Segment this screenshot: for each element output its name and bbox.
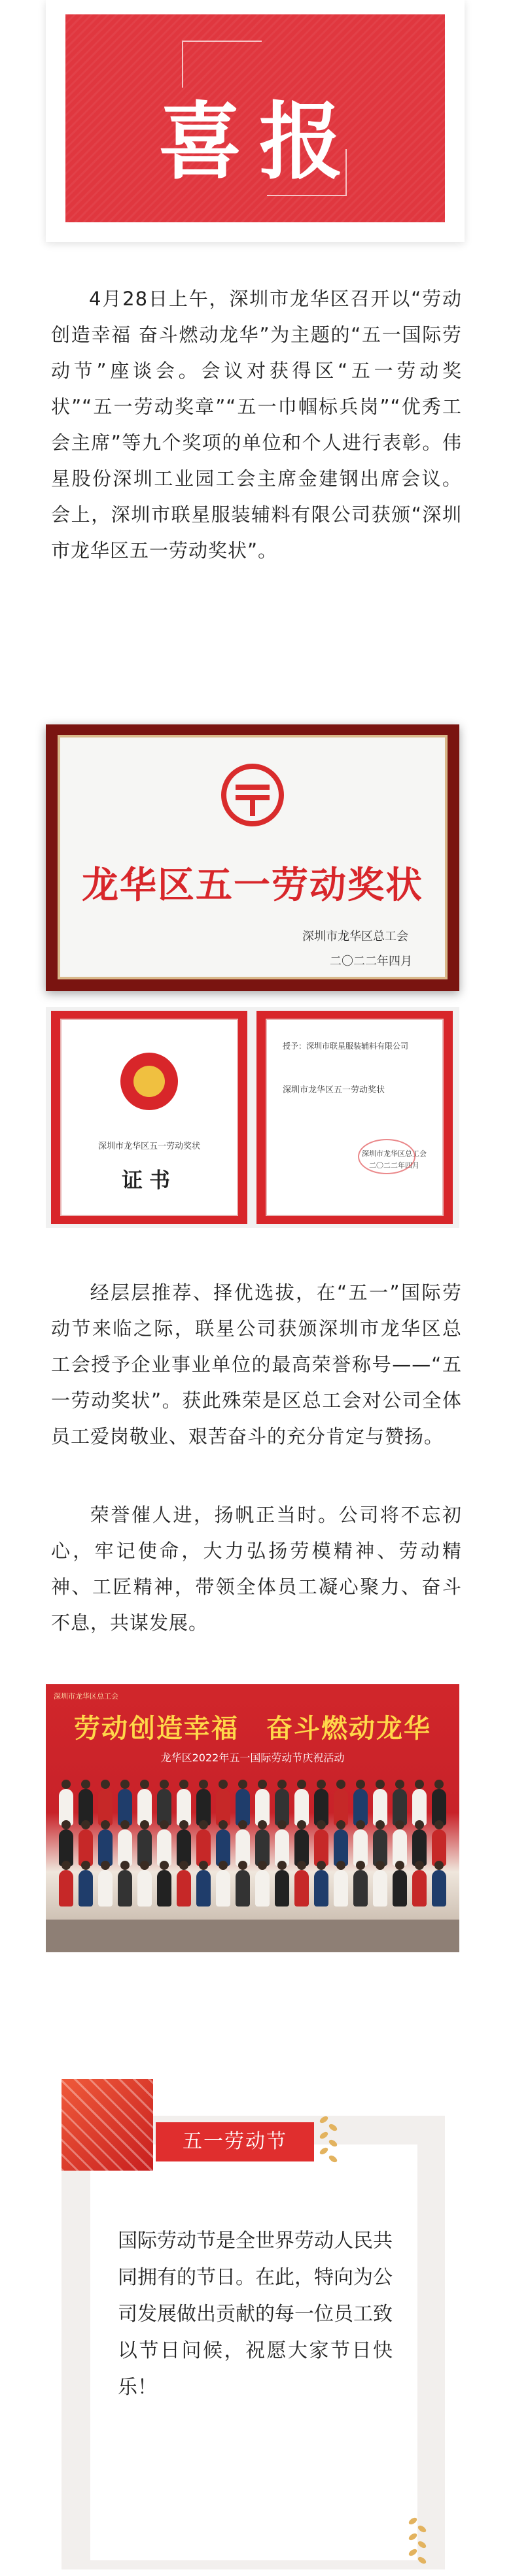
person-figure [118,1870,132,1907]
header-red-panel [65,14,445,222]
person-figure [236,1870,250,1907]
plaque-face [58,735,448,979]
paragraph-text: 荣誉催人进，扬帆正当时。公司将不忘初心，牢记使命，大力弘扬劳模精神、劳动精神、工匠精神，带领全体员工凝心聚力、奋斗不息，共谋发展。 [51,1504,462,1634]
festival-decoration-square [62,2079,153,2171]
trade-union-emblem-icon [221,764,284,826]
paragraph-award [51,1275,462,1455]
national-emblem-icon [120,1053,178,1110]
certificate-cover [51,1011,247,1224]
group-photo [46,1684,459,1952]
person-figure [255,1870,270,1907]
paragraph-intro [51,281,462,569]
stage-floor [46,1920,459,1952]
header-banner [46,0,465,242]
award-certificate-photo [46,1007,459,1228]
person-figure [137,1870,152,1907]
photo-banner-title: 劳动创造幸福 奋斗燃动龙华 [74,1713,431,1744]
paragraph-outlook [51,1497,462,1641]
certificate-signature [362,1148,427,1172]
certificate-issuer: 深圳市龙华区总工会 [362,1149,427,1158]
person-figure [275,1870,289,1907]
photo-banner-subtitle: 龙华区2022年五一国际劳动节庆祝活动 [160,1752,345,1764]
header-title [65,75,445,195]
crowd-of-people [59,1782,446,1920]
header-title-char: 报 [259,93,353,191]
plaque-title: 龙华区五一劳动奖状 [82,864,423,907]
certificate-word: 证书 [121,1168,177,1193]
person-figure [196,1870,211,1907]
certificate-recipient: 授予：深圳市联星服装辅料有限公司 [283,1042,409,1051]
person-figure [216,1870,230,1907]
plaque-issuer: 深圳市龙华区总工会 [302,930,408,943]
crowd-row [59,1870,446,1913]
festival-tag: 五一劳动节 [156,2122,314,2161]
person-figure [353,1870,368,1907]
person-figure [412,1870,427,1907]
person-figure [59,1870,73,1907]
wheat-ear-icon [317,2117,340,2169]
seal-stamp-icon [358,1139,415,1174]
person-figure [393,1870,407,1907]
photo-logo-text: 深圳市龙华区总工会 [54,1692,118,1701]
crowd-row [59,1789,446,1832]
person-figure [98,1870,113,1907]
person-figure [314,1870,328,1907]
wheat-ear-icon [406,2518,429,2571]
paragraph-text: 4月28日上午，深圳市龙华区召开以“劳动创造幸福 奋斗燃动龙华”为主题的“五一国际劳动节”座谈会。会议对获得区“五一劳动奖状”“五一劳动奖章”“五一巾帼标兵岗”“优秀工会主席”等九个奖项的单位和个人进行表彰。伟星股份深圳工业园工会主席金建钢出席会议。会上，深圳市联星服装辅料有限公司获颁“深圳市龙华区五一劳动奖状”。 [51,288,462,562]
person-figure [294,1870,309,1907]
certificate-inner-page [256,1011,453,1224]
paragraph-text: 经层层推荐、择优选拔，在“五一”国际劳动节来临之际，联星公司获颁深圳市龙华区总工会授予企业事业单位的最高荣誉称号——“五一劳动奖状”。获此殊荣是区总工会对公司全体员工爱岗敬业、艰苦奋斗的充分肯定与赞扬。 [51,1281,462,1448]
certificate-award-name: 深圳市龙华区五一劳动奖状 [283,1085,385,1095]
festival-greeting: 国际劳动节是全世界劳动人民共同拥有的节日。在此，特向为公司发展做出贡献的每一位员工致以节日问候，祝愿大家节日快乐！ [118,2229,393,2399]
person-figure [79,1870,93,1907]
person-figure [157,1870,171,1907]
header-title-char: 喜 [158,93,251,191]
certificate-caption: 深圳市龙华区五一劳动奖状 [97,1142,200,1151]
award-plaque-photo [46,724,459,991]
crowd-row [59,1829,446,1873]
plaque-date: 二〇二二年四月 [330,955,412,968]
person-figure [177,1870,191,1907]
person-figure [334,1870,348,1907]
certificate-date: 二〇二二年四月 [369,1161,419,1170]
person-figure [432,1870,446,1907]
person-figure [373,1870,387,1907]
